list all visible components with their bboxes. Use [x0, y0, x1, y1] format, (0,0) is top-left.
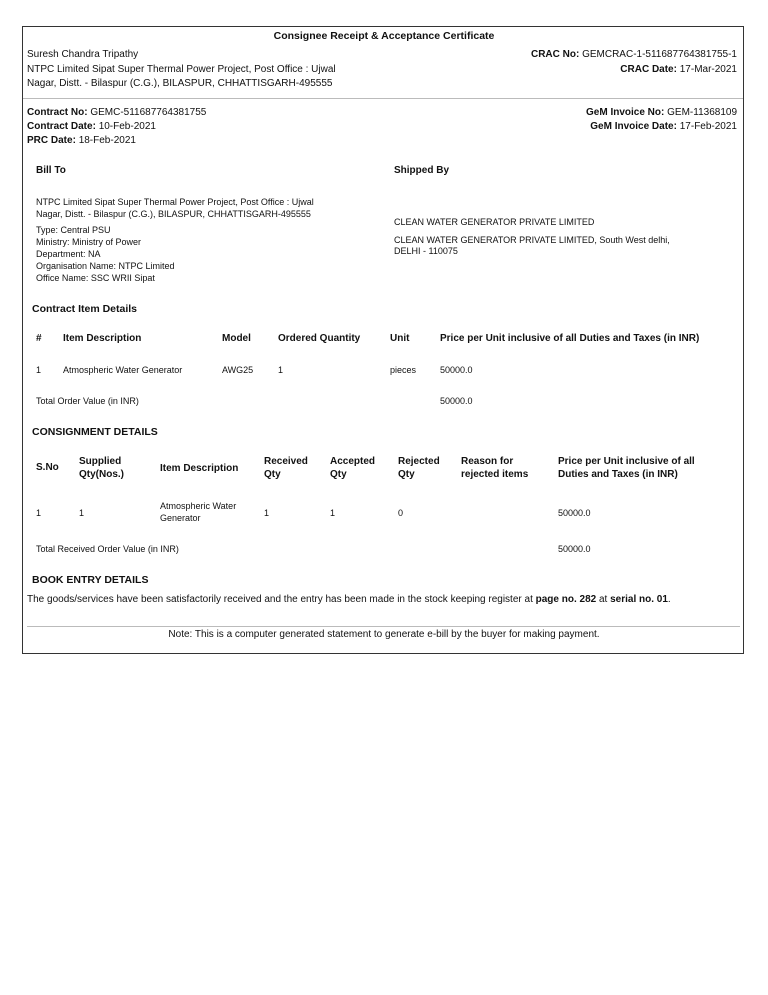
contract-date [27, 121, 156, 133]
book-entry-text [27, 594, 671, 606]
shipped-by-address-line1: CLEAN WATER GENERATOR PRIVATE LIMITED, South West delhi, [394, 235, 670, 245]
contract-row-qty: 1 [278, 365, 284, 375]
consignment-col-received-line2: Qty [264, 469, 281, 480]
consignment-col-rejected-line1: Rejected [398, 456, 440, 467]
consignment-col-reason-line1: Reason for [461, 456, 514, 467]
bill-to-ministry: Ministry: Ministry of Power [36, 237, 142, 247]
total-order-value: 50000.0 [440, 396, 473, 406]
bill-to-organisation: Organisation Name: NTPC Limited [36, 261, 175, 271]
contract-row-model: AWG25 [222, 365, 254, 375]
consignee-address-line2: Nagar, Distt. - Bilaspur (C.G.), BILASPUR, CHHATTISGARH-495555 [27, 78, 333, 89]
document-title: Consignee Receipt & Acceptance Certificate [273, 30, 495, 42]
consignment-col-sno: S.No [36, 462, 59, 473]
book-entry-text-end: . [667, 594, 671, 605]
contract-col-ordered-qty: Ordered Quantity [278, 333, 361, 344]
crac-date-value: 17-Mar-2021 [679, 64, 737, 75]
contract-col-number: # [36, 333, 42, 344]
contract-items-heading: Contract Item Details [32, 303, 138, 315]
shipped-by-heading: Shipped By [394, 165, 450, 176]
contract-col-price: Price per Unit inclusive of all Duties and Taxes (in INR) [440, 333, 700, 344]
crac-date [620, 64, 737, 76]
shipped-by-name: CLEAN WATER GENERATOR PRIVATE LIMITED [394, 217, 595, 227]
gem-invoice-date [590, 121, 737, 133]
contract-col-model: Model [222, 333, 251, 344]
consignment-row-accepted: 1 [330, 508, 336, 518]
bill-to-heading: Bill To [36, 165, 66, 176]
contract-row-price: 50000.0 [440, 365, 473, 375]
consignee-name: Suresh Chandra Tripathy [27, 49, 139, 60]
contract-number-value: GEMC-511687764381755 [90, 107, 207, 118]
consignment-col-reason [461, 455, 528, 481]
footer-note: Note: This is a computer generated statement to generate e-bill by the buyer for making payment. [168, 629, 600, 640]
consignee-address-line1: NTPC Limited Sipat Super Thermal Power Project, Post Office : Ujwal [27, 64, 336, 75]
consignment-col-rejected-line2: Qty [398, 469, 415, 480]
book-entry-heading: BOOK ENTRY DETAILS [32, 574, 149, 586]
gem-invoice-date-value: 17-Feb-2021 [679, 121, 737, 132]
crac-date-label: CRAC Date: [620, 64, 677, 75]
book-entry-text-middle: at [596, 594, 611, 605]
consignment-col-item: Item Description [160, 463, 239, 474]
contract-date-label: Contract Date: [27, 121, 96, 132]
consignment-col-rejected [398, 455, 440, 481]
contract-col-unit: Unit [390, 333, 410, 344]
consignment-row-received: 1 [264, 508, 270, 518]
crac-number-value: GEMCRAC-1-511687764381755-1 [582, 49, 737, 60]
gem-invoice-number [586, 107, 737, 119]
consignment-col-accepted-line2: Qty [330, 469, 347, 480]
bill-to-type: Type: Central PSU [36, 225, 111, 235]
total-received-value-label: Total Received Order Value (in INR) [36, 544, 179, 554]
consignment-col-received [264, 455, 308, 481]
consignment-row-item-line1: Atmospheric Water [160, 501, 237, 511]
crac-number-label: CRAC No: [530, 49, 580, 60]
consignment-col-supplied-line2: Qty(Nos.) [79, 469, 124, 480]
consignment-col-supplied [79, 455, 124, 481]
contract-col-description: Item Description [63, 333, 142, 344]
gem-invoice-number-label: GeM Invoice No: [586, 107, 665, 118]
consignment-col-received-line1: Received [264, 456, 308, 467]
book-entry-text-before: The goods/services have been satisfactorily received and the entry has been made in the stock keeping register at [27, 594, 536, 605]
consignment-col-supplied-line1: Supplied [79, 456, 122, 467]
shipped-by-address-line2: DELHI - 110075 [394, 246, 458, 256]
bill-to-address-line1: NTPC Limited Sipat Super Thermal Power Project, Post Office : Ujwal [36, 197, 314, 207]
consignment-row-item [160, 501, 236, 524]
bill-to-address-line2: Nagar, Distt. - Bilaspur (C.G.), BILASPUR, CHHATTISGARH-495555 [36, 209, 311, 219]
prc-date [27, 135, 136, 147]
contract-row-unit: pieces [390, 365, 417, 375]
contract-number [27, 107, 206, 119]
consignment-col-price-line2: Duties and Taxes (in INR) [558, 469, 678, 480]
consignment-col-accepted [330, 455, 375, 481]
contract-row-number: 1 [36, 365, 42, 375]
crac-number [531, 49, 737, 61]
contract-number-label: Contract No: [27, 107, 88, 118]
bill-to-department: Department: NA [36, 249, 101, 259]
total-order-value-label: Total Order Value (in INR) [36, 396, 139, 406]
book-entry-page-number: page no. 282 [535, 594, 597, 605]
consignment-col-price [558, 455, 695, 481]
gem-invoice-date-label: GeM Invoice Date: [590, 121, 677, 132]
consignment-heading: CONSIGNMENT DETAILS [32, 426, 158, 438]
prc-date-value: 18-Feb-2021 [78, 135, 136, 146]
consignment-row-item-line2: Generator [160, 512, 201, 523]
consignment-row-supplied: 1 [79, 508, 85, 518]
consignment-row-price: 50000.0 [558, 508, 591, 518]
divider [23, 98, 743, 99]
prc-date-label: PRC Date: [27, 135, 76, 146]
consignment-col-accepted-line1: Accepted [330, 456, 376, 467]
consignment-col-reason-line2: rejected items [461, 469, 529, 480]
consignment-row-rejected: 0 [398, 508, 404, 518]
divider [27, 626, 740, 627]
contract-row-description: Atmospheric Water Generator [63, 365, 183, 375]
consignment-row-sno: 1 [36, 508, 42, 518]
book-entry-serial-number: serial no. 01 [610, 594, 668, 605]
contract-date-value: 10-Feb-2021 [98, 121, 156, 132]
bill-to-office: Office Name: SSC WRII Sipat [36, 273, 155, 283]
consignment-col-price-line1: Price per Unit inclusive of all [558, 456, 695, 467]
gem-invoice-number-value: GEM-11368109 [667, 107, 737, 118]
total-received-value: 50000.0 [558, 544, 591, 554]
